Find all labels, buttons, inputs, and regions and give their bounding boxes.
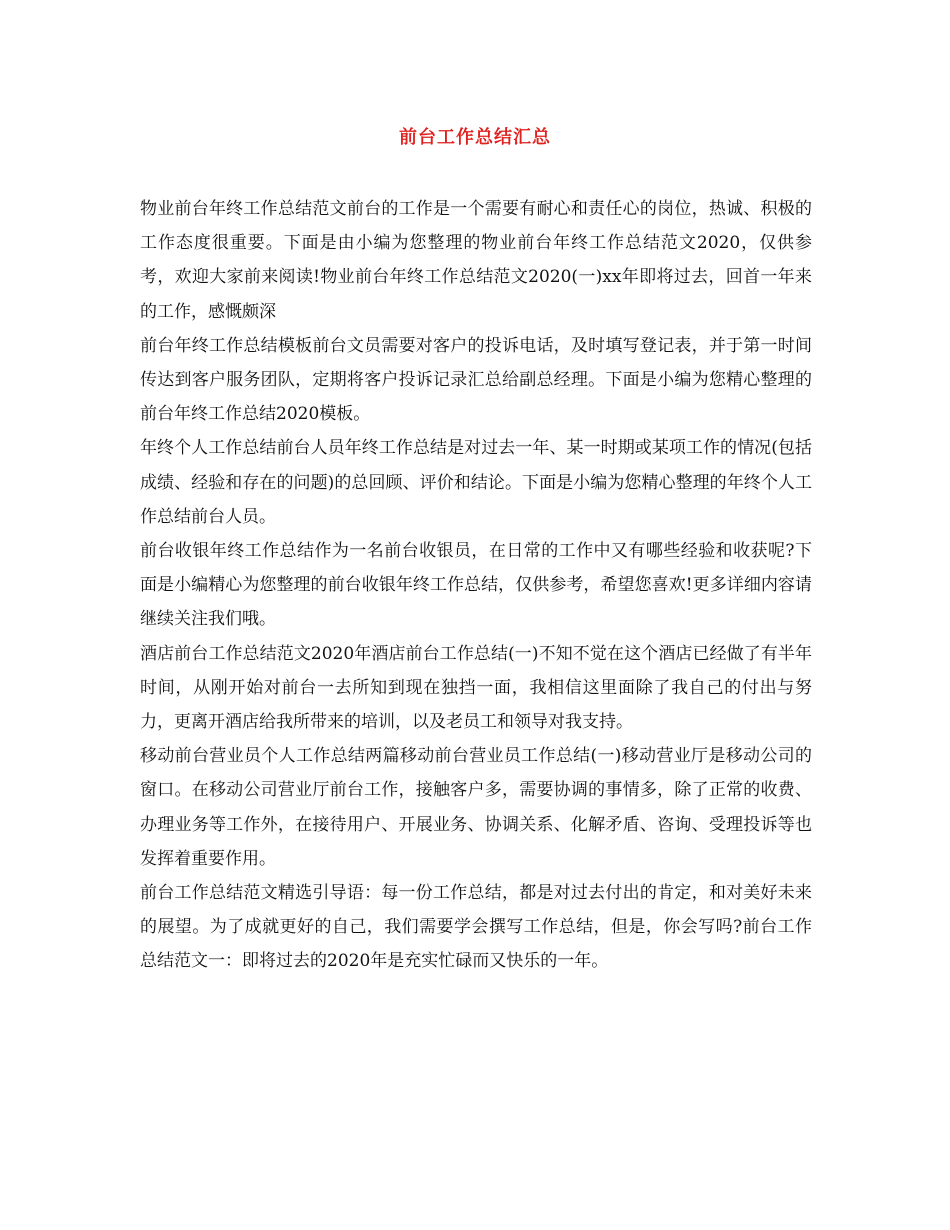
document-title: 前台工作总结汇总 bbox=[399, 127, 551, 148]
paragraph-3: 年终个人工作总结前台人员年终工作总结是对过去一年、某一时期或某项工作的情况(包括成绩、经验和存在的问题)的总回顾、评价和结论。下面是小编为您精心整理的年终个人工作总结前台人员。 bbox=[140, 438, 812, 527]
paragraph-2: 前台年终工作总结模板前台文员需要对客户的投诉电话，及时填写登记表，并于第一时间传达到客户服务团队，定期将客户投诉记录汇总给副总经理。下面是小编为您精心整理的前台年终工作总结2020模板。 bbox=[140, 335, 812, 425]
document-body bbox=[140, 192, 812, 979]
paragraph-1: 物业前台年终工作总结范文前台的工作是一个需要有耐心和责任心的岗位，热诚、积极的工作态度很重要。下面是由小编为您整理的物业前台年终工作总结范文2020，仅供参考，欢迎大家前来阅读!物业前台年终工作总结范文2020(一)xx年即将过去，回首一年来的工作，感慨颇深 bbox=[140, 199, 812, 322]
paragraph-4: 前台收银年终工作总结作为一名前台收银员，在日常的工作中又有哪些经验和收获呢?下面是小编精心为您整理的前台收银年终工作总结，仅供参考，希望您喜欢!更多详细内容请继续关注我们哦。 bbox=[140, 541, 812, 630]
paragraph-7: 前台工作总结范文精选引导语：每一份工作总结，都是对过去付出的肯定，和对美好未来的展望。为了成就更好的自己，我们需要学会撰写工作总结，但是，你会写吗?前台工作总结范文一：即将过去的2020年是充实忙碌而又快乐的一年。 bbox=[140, 883, 812, 972]
paragraph-5: 酒店前台工作总结范文2020年酒店前台工作总结(一)不知不觉在这个酒店已经做了有半年时间，从刚开始对前台一去所知到现在独挡一面，我相信这里面除了我自己的付出与努力，更离开酒店给我所带来的培训，以及老员工和领导对我支持。 bbox=[140, 643, 812, 733]
paragraph-6: 移动前台营业员个人工作总结两篇移动前台营业员工作总结(一)移动营业厅是移动公司的窗口。在移动公司营业厅前台工作，接触客户多，需要协调的事情多，除了正常的收费、办理业务等工作外，在接待用户、开展业务、协调关系、化解矛盾、咨询、受理投诉等也发挥着重要作用。 bbox=[140, 746, 812, 869]
